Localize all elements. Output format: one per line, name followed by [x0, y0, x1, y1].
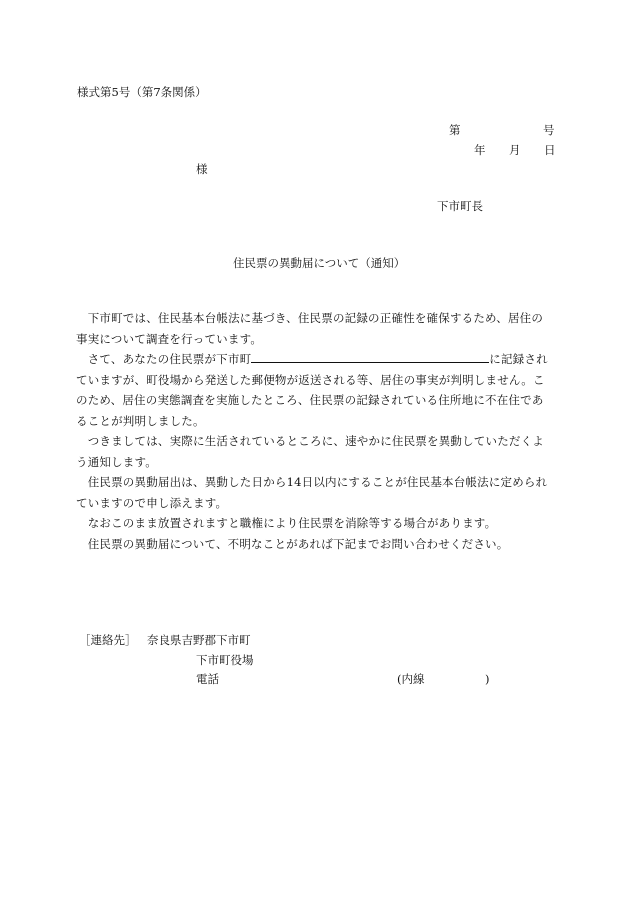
contact-extension-close: ): [485, 672, 490, 686]
body-line: ていますが、町役場から発送した郵便物が返送される等、居住の事実が判明しません。こ: [76, 372, 545, 387]
body-line: ることが判明しました。: [76, 413, 205, 428]
sender-name: 下市町長: [437, 199, 483, 213]
contact-office: 下市町役場: [196, 653, 254, 667]
letter-body: [76, 308, 556, 554]
body-line: う通知します。: [76, 454, 157, 469]
contact-extension-open: (内線: [397, 672, 425, 686]
date-month: 月: [509, 143, 521, 157]
document-title: 住民票の異動届について（通知）: [233, 256, 406, 270]
body-line: 下市町では、住民基本台帳法に基づき、住民票の記録の正確性を確保するため、居住の: [87, 311, 544, 325]
body-line: ていますので申し添えます。: [76, 495, 228, 510]
form-number: 様式第5号（第7条関係）: [77, 85, 207, 99]
body-line: 事実について調査を行っています。: [76, 331, 263, 346]
recipient-honorific: 様: [196, 162, 208, 176]
address-blank-underline: [251, 351, 489, 363]
body-line: なおこのまま放置されますと職権により住民票を消除等する場合があります。: [87, 516, 497, 530]
date-day: 日: [544, 143, 556, 157]
body-line: 住民票の異動届について、不明なことがあれば下記までお問い合わせください。: [87, 536, 509, 551]
body-line: つきましては、実際に生活されているところに、速やかに住民票を異動していただくよ: [87, 434, 544, 448]
contact-phone-label: 電話: [196, 672, 219, 686]
body-line: 住民票の異動届出は、異動した日から14日以内にすることが住民基本台帳法に定められ: [87, 475, 548, 489]
body-line: のため、居住の実態調査を実施したところ、住民票の記録されている住所地に不在住であ: [76, 393, 544, 407]
body-line: さて、あなたの住民票が下市町 に記録され: [87, 352, 548, 366]
date-year: 年: [474, 143, 486, 157]
contact-label: ［連絡先］: [79, 633, 137, 647]
contact-address: 奈良県吉野郡下市町: [147, 633, 251, 647]
reference-number-suffix: 号: [543, 123, 555, 137]
reference-number-label: 第: [449, 123, 461, 137]
